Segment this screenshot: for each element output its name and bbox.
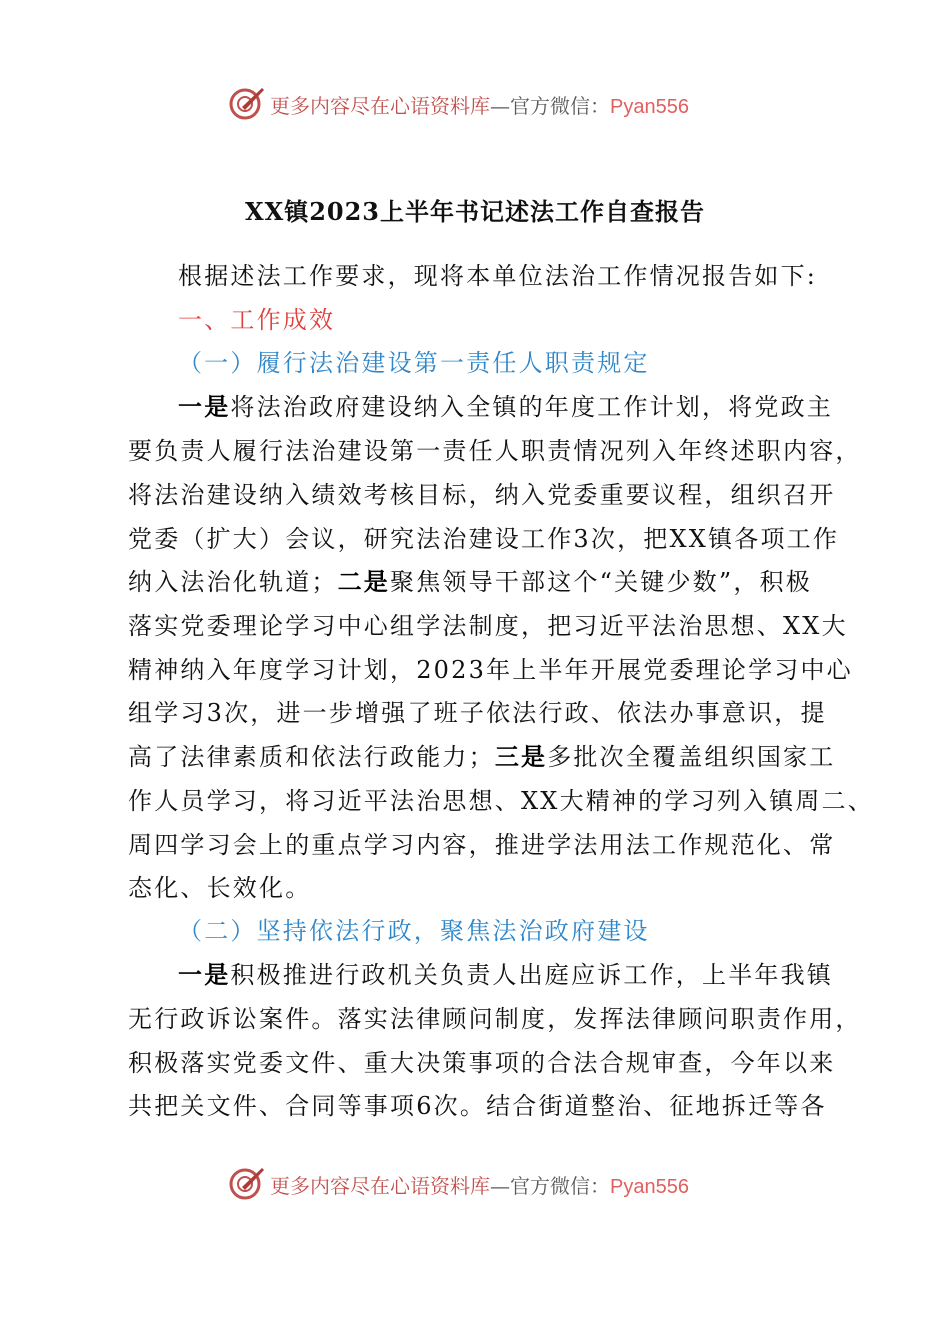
para1-text: 将法治政府建设纳入全镇的年度工作计划，将党政主 <box>230 393 834 421</box>
para2-line: 无行政诉讼案件。落实法律顾问制度，发挥法律顾问职责作用， <box>128 1005 862 1033</box>
para1-line: 要负责人履行法治建设第一责任人职责情况列入年终述职内容， <box>128 437 862 465</box>
pen-logo-icon <box>228 1164 266 1202</box>
para1-text: 高了法律素质和依法行政能力； <box>128 743 495 771</box>
subsection-heading-1: （一）履行法治建设第一责任人职责规定 <box>178 349 650 377</box>
footer-banner <box>0 1164 950 1204</box>
para1-line: 周四学习会上的重点学习内容，推进学法用法工作规范化、常 <box>128 831 836 859</box>
para1-line: 精神纳入年度学习计划，2023年上半年开展党委理论学习中心 <box>128 656 853 684</box>
bold-lead: 一是 <box>178 392 231 421</box>
bold-lead: 一是 <box>178 960 231 989</box>
banner-wechat-id: Pyan556 <box>610 1176 689 1198</box>
banner-site-name: 更多内容尽在心语资料库 <box>270 94 490 118</box>
banner-wechat-label: —官方微信： <box>490 94 610 118</box>
para1-line: 作人员学习，将习近平法治思想、XX大精神的学习列入镇周二、 <box>128 787 874 815</box>
para2-line: 积极落实党委文件、重大决策事项的合法合规审查，今年以来 <box>128 1049 836 1077</box>
document-title: XX镇2023上半年书记述法工作自查报告 <box>244 197 706 226</box>
para2-line <box>178 959 878 991</box>
para1-line: 落实党委理论学习中心组学法制度，把习近平法治思想、XX大 <box>128 612 848 640</box>
bold-lead: 二是 <box>337 567 391 596</box>
para1-line: 将法治建设纳入绩效考核目标，纳入党委重要议程，组织召开 <box>128 481 836 509</box>
para1-line: 党委（扩大）会议，研究法治建设工作3次，把XX镇各项工作 <box>128 525 840 553</box>
banner-site-name: 更多内容尽在心语资料库 <box>270 1174 490 1198</box>
para1-text: 聚焦领导干部这个“关键少数”，积极 <box>390 568 812 596</box>
subsection-heading-2: （二）坚持依法行政，聚焦法治政府建设 <box>178 917 650 945</box>
para2-text: 积极推进行政机关负责人出庭应诉工作，上半年我镇 <box>230 961 834 989</box>
para1-text: 多批次全覆盖组织国家工 <box>547 743 836 771</box>
para2-line: 共把关文件、合同等事项6次。结合街道整治、征地拆迁等各 <box>128 1092 827 1120</box>
para1-line <box>178 391 878 423</box>
banner-wechat-label: —官方微信： <box>490 1174 610 1198</box>
banner-text <box>270 1170 689 1199</box>
para1-line: 组学习3次，进一步增强了班子依法行政、依法办事意识，提 <box>128 699 827 727</box>
para1-line <box>128 741 836 773</box>
header-banner <box>0 84 950 124</box>
banner-text <box>270 90 689 119</box>
para1-text: 纳入法治化轨道； <box>128 568 338 596</box>
para1-line <box>128 566 828 598</box>
bold-lead: 三是 <box>494 742 548 771</box>
section-heading-1: 一、工作成效 <box>178 306 336 334</box>
banner-wechat-id: Pyan556 <box>610 96 689 118</box>
pen-logo-icon <box>228 84 266 122</box>
intro-paragraph: 根据述法工作要求，现将本单位法治工作情况报告如下: <box>178 262 818 290</box>
para1-line: 态化、长效化。 <box>128 874 312 902</box>
